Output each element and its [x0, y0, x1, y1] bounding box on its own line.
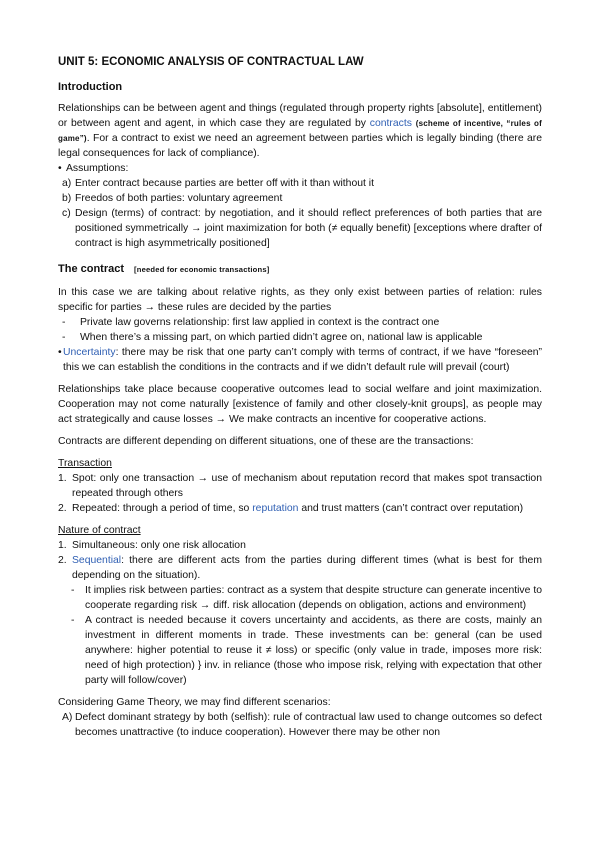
contract-paragraph-1: In this case we are talking about relative rights, as they only exist between parties of relation: rules specific for parties → these rules are decided by the parties — [58, 287, 542, 313]
list-item — [58, 176, 542, 191]
uncertainty-item — [58, 345, 542, 375]
contract-paragraph-4: Considering Game Theory, we may find different scenarios: — [58, 697, 331, 708]
list-text: It implies risk between parties: contract as a system that despite structure can generate incentive to cooperate regarding risk → diff. risk allocation (depends on obligation, actions and environment) — [85, 585, 542, 611]
sub-list-item — [58, 583, 542, 613]
intro-heading: Introduction — [58, 81, 123, 93]
list-item — [58, 538, 542, 553]
list-text: A contract is needed because it covers uncertainty and accidents, as there are costs, mainly an investment in different moments in trade. These investments can be: general (can be used anywhere: higher potential to reuse it ≠ loss) or specific (only value in trade, imposes more risk: need of high protection) } inv. in reliance (those who impose risk, relying with expectation that other party will follow/cover) — [85, 615, 542, 686]
list-marker: 2. — [58, 555, 67, 566]
intro-paragraph — [58, 101, 542, 161]
contracts-term: contracts — [369, 118, 412, 129]
list-marker: 1. — [58, 540, 67, 551]
nature-heading: Nature of contract — [58, 525, 141, 536]
list-marker: 1. — [58, 473, 67, 484]
contract-heading — [58, 262, 542, 277]
intro-text-b: . For a contract to exist we need an agreement between parties which is legally binding (there are legal consequences for lack of compliance). — [58, 133, 542, 159]
list-marker: c) — [62, 208, 71, 219]
page-title: UNIT 5: ECONOMIC ANALYSIS OF CONTRACTUAL LAW — [58, 56, 364, 68]
list-text: Private law governs relationship: first law applied in context is the contract one — [80, 317, 440, 328]
contract-heading-note: [needed for economic transactions] — [134, 265, 270, 274]
uncertainty-text: : there may be risk that one party can’t comply with terms of contract, if we have “foreseen” this we can establish the conditions in the contracts and if we didn’t default rule will prevail (court) — [63, 347, 542, 373]
dash-marker: - — [62, 317, 66, 328]
dash-marker: - — [71, 615, 75, 626]
list-item — [58, 553, 542, 583]
list-text: Defect dominant strategy by both (selfish): rule of contractual law used to change outcomes so defect becomes unattractive (to induce cooperation). However there may be other non — [75, 712, 542, 738]
list-item — [58, 191, 542, 206]
list-text: Repeated: through a period of time, so — [72, 503, 253, 514]
contract-paragraph-2: Relationships take place because cooperative outcomes lead to social welfare and joint maximization. Cooperation may not come naturally [existence of family and other closely-knit groups], as people may act strategically and cause losses → We make contracts an incentive for cooperative actions. — [58, 384, 542, 425]
list-text: Freedos of both parties: voluntary agreement — [75, 193, 283, 204]
list-marker: a) — [62, 178, 72, 189]
reputation-term: reputation — [252, 503, 299, 514]
list-text: Enter contract because parties are better off with it than without it — [75, 178, 374, 189]
list-text: When there’s a missing part, on which partied didn’t agree on, national law is applicable — [80, 332, 483, 343]
list-item — [58, 315, 542, 330]
transaction-heading: Transaction — [58, 458, 112, 469]
sub-list-item — [58, 613, 542, 688]
assumptions-bullet — [58, 161, 542, 176]
bullet-icon: • — [58, 347, 62, 358]
contract-paragraph-3: Contracts are different depending on different situations, one of these are the transactions: — [58, 436, 474, 447]
contracts-note: (scheme of incentive, “rules of game”) — [58, 119, 542, 143]
sequential-term: Sequential — [72, 555, 122, 566]
list-text: Spot: only one transaction → use of mechanism about reputation record that makes spot transaction repeated through others — [72, 473, 542, 499]
assumptions-label: Assumptions: — [66, 163, 129, 174]
list-item — [58, 471, 542, 501]
list-text: Simultaneous: only one risk allocation — [72, 540, 246, 551]
intro-text-a: Relationships can be between agent and things (regulated through property rights [absolute], entitlement) or between agent and agent, in which case they are regulated by — [58, 103, 542, 129]
contract-heading-text: The contract — [58, 263, 125, 275]
list-item — [58, 206, 542, 251]
list-text: : there are different acts from the parties during different times (what is best for them depending on the situation). — [72, 555, 542, 581]
uncertainty-term: Uncertainty — [63, 347, 116, 358]
dash-marker: - — [71, 585, 75, 596]
list-item — [58, 330, 542, 345]
list-item — [58, 710, 542, 740]
list-marker: A) — [62, 712, 73, 723]
bullet-icon: • — [58, 163, 62, 174]
dash-marker: - — [62, 332, 66, 343]
list-marker: b) — [62, 193, 72, 204]
list-text: Design (terms) of contract: by negotiation, and it should reflect preferences of both parties that are positioned symmetrically → joint maximization for both (≠ equally benefit) [exceptions where drafter of contract is high asymmetrically positioned] — [75, 208, 542, 249]
list-item — [58, 501, 542, 516]
list-text: and trust matters (can’t contract over reputation) — [298, 503, 524, 514]
list-marker: 2. — [58, 503, 67, 514]
